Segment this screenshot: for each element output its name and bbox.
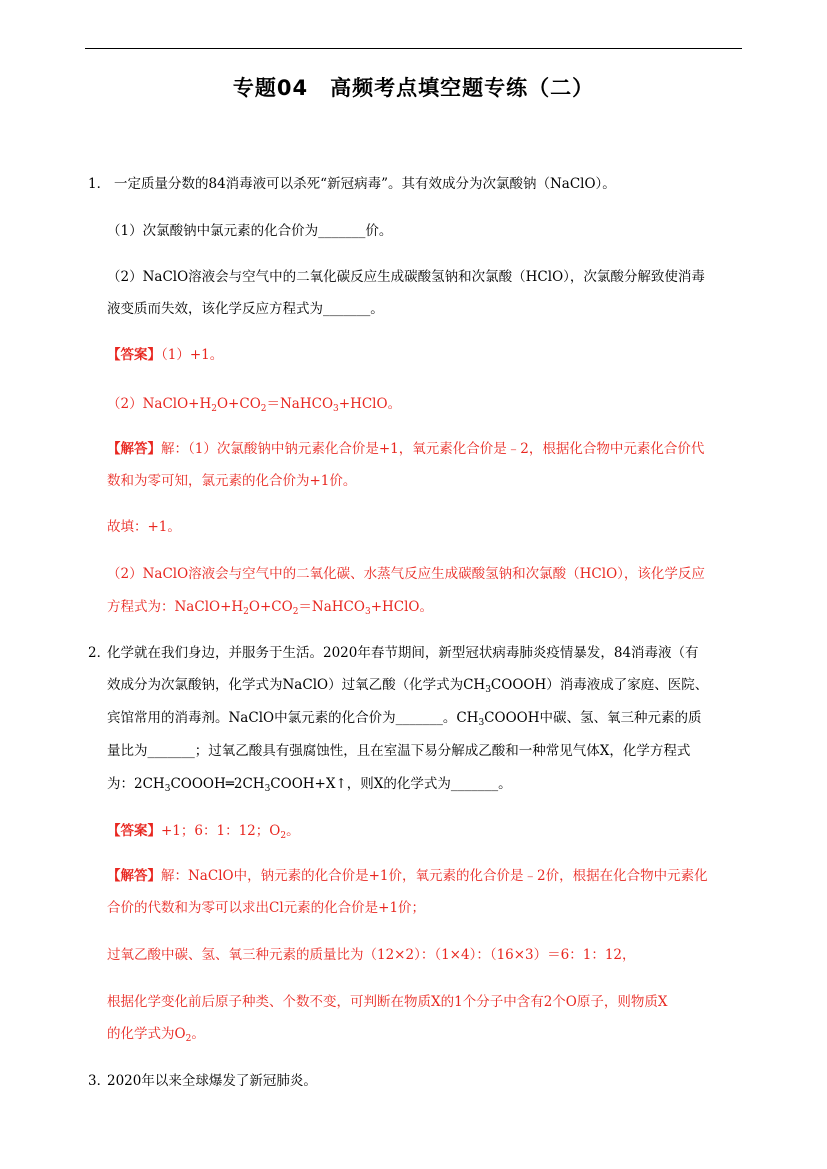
q2-line1: 化学就在我们身边，并服务于生活。2020年春节期间，新型冠状病毒肺炎疫情暴发，84消毒液（有: [107, 645, 699, 661]
q1-explanation-2: 故填：+1。: [107, 519, 181, 535]
q3-stem: 2020年以来全球爆发了新冠肺炎。: [107, 1073, 317, 1089]
q3-number: 3．: [88, 1073, 111, 1089]
q1-part2-line1: （2）NaClO溶液会与空气中的二氧化碳反应生成碳酸氢钠和次氯酸（HClO），次氯酸分解致使消毒: [107, 269, 705, 285]
q2-line2: 效成分为次氯酸钠，化学式为NaClO）过氧乙酸（化学式为$CH_3COOOH$）消毒液成了家庭、医院、: [107, 677, 709, 695]
explanation-tag: 【解答】: [107, 868, 161, 884]
q1-explanation-1b: 数和为零可知，氯元素的化合价为+1价。: [107, 473, 357, 489]
q1-explanation-3a: （2）NaClO溶液会与空气中的二氧化碳、水蒸气反应生成碳酸氢钠和次氯酸（HClO），该化学反应: [107, 566, 705, 582]
q2-line3: 宾馆常用的消毒剂。NaClO中氯元素的化合价为_______。$CH_3COOOH$中碳、氢、氧三种元素的质: [107, 710, 702, 728]
q1-explanation-1a: 【解答】解：（1）次氯酸钠中钠元素化合价是+1，氧元素化合价是﹣2，根据化合物中元素化合价代: [107, 441, 705, 457]
q1-stem: 一定质量分数的84消毒液可以杀死“新冠病毒”。其有效成分为次氯酸钠（NaClO）。: [114, 176, 616, 192]
q2-answer: 【答案】+1；6：1：12；$O_2$。: [107, 823, 300, 841]
q1-answer-1: 【答案】（1）+1。: [107, 347, 224, 363]
q1-part1: （1）次氯酸钠中氯元素的化合价为_______价。: [107, 223, 393, 239]
q2-line4: 量比为_______；过氧乙酸具有强腐蚀性，且在室温下易分解成乙酸和一种常见气体X，化学方程式: [107, 743, 691, 759]
answer-tag: 【答案】: [107, 823, 161, 839]
q1-explanation-3b: 方程式为：$NaClO+H_2O+CO_2=NaHCO_3+HClO$。: [107, 599, 433, 617]
explanation-tag: 【解答】: [107, 441, 161, 457]
q2-number: 2．: [88, 645, 111, 661]
q2-explanation-1b: 合价的代数和为零可以求出Cl元素的化合价是+1价；: [107, 900, 426, 916]
header-rule: [85, 48, 742, 49]
q1-number: 1．: [88, 176, 111, 192]
q1-answer-2: $(2)NaClO+H_2O+CO_2=NaHCO_3+HClO$。: [107, 396, 402, 414]
answer-tag: 【答案】: [107, 347, 161, 363]
q1-part2-line2: 液变质而失效，该化学反应方程式为_______。: [107, 301, 384, 317]
page-title: 专题04 高频考点填空题专练（二）: [232, 76, 595, 100]
q2-explanation-3a: 根据化学变化前后原子种类、个数不变，可判断在物质X的1个分子中含有2个O原子，则物质X: [107, 994, 668, 1010]
q2-explanation-3b: 的化学式为$O_2$。: [107, 1026, 205, 1044]
q2-explanation-1a: 【解答】解：NaClO中，钠元素的化合价是+1价，氧元素的化合价是﹣2价，根据在化合物中元素化: [107, 868, 708, 884]
q2-explanation-2: 过氧乙酸中碳、氢、氧三种元素的质量比为（12×2）：（1×4）：（16×3）＝6：1：12，: [107, 947, 636, 963]
q2-line5: 为：$2CH_3COOOH═2CH_3COOH+X↑$，则X的化学式为_______。: [107, 776, 512, 794]
